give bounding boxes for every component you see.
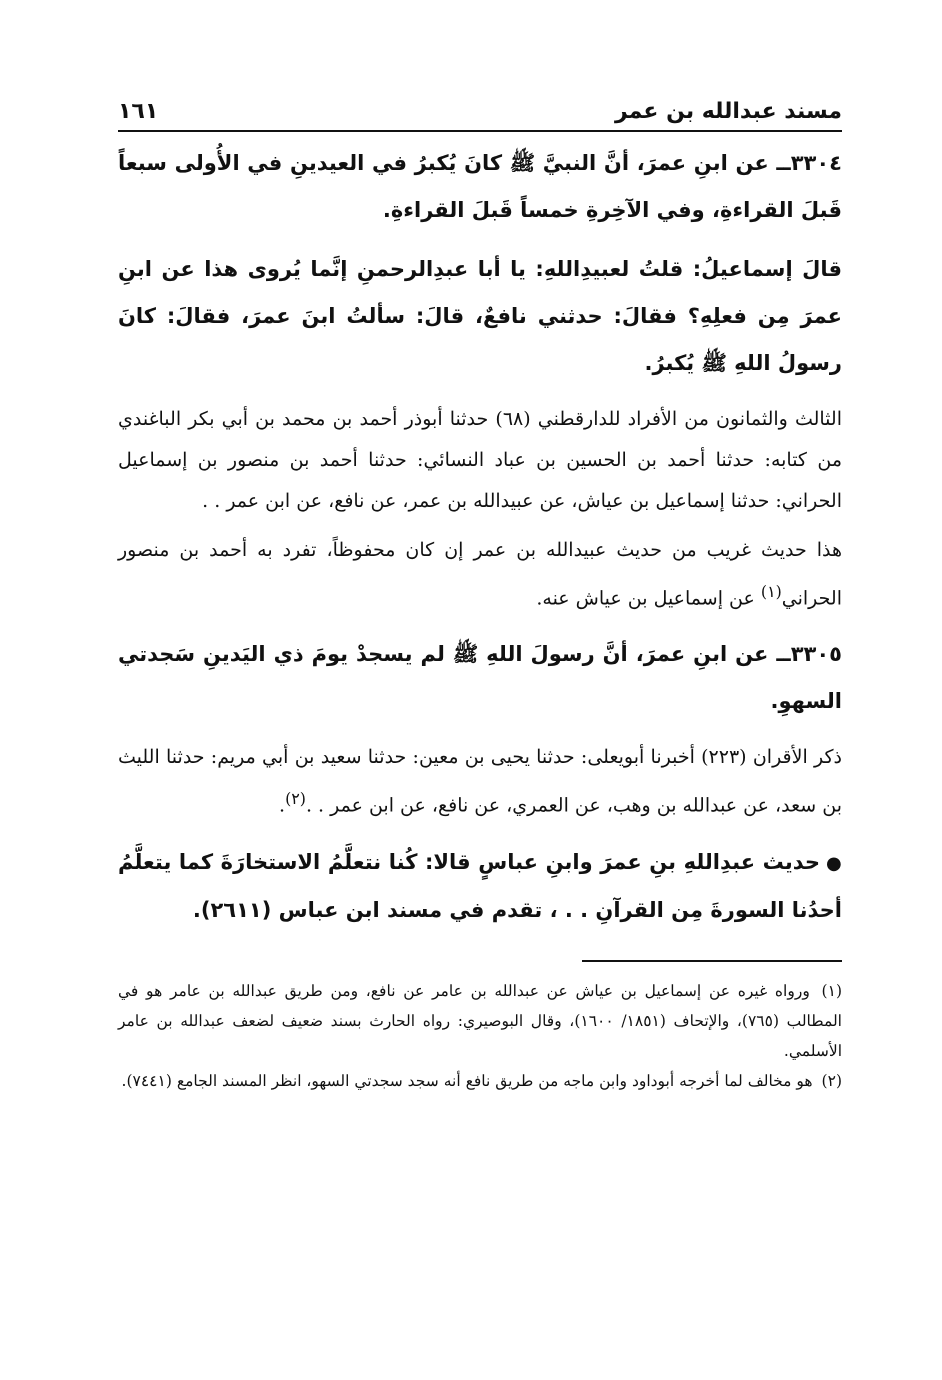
footnote-2 <box>118 1066 842 1096</box>
footnote-separator <box>582 960 842 962</box>
source-daraqutni: الثالث والثمانون من الأفراد للدارقطني (٦٨) حدثنا أبوذر أحمد بن محمد بن أبي بكر الباغندي من كتابه: حدثنا أحمد بن الحسين بن عباد النسائي: حدثنا أحمد بن منصور بن إسماعيل الحراني: حدثنا إسماعيل بن عياش، عن عبيدالله بن عمر، عن نافع، عن ابن عمر . . <box>118 408 842 512</box>
source-aqran-text: ذكر الأقران (٢٢٣) أخبرنا أبويعلى: حدثنا يحيى بن معين: حدثنا سعيد بن أبي مريم: حدثنا الليث بن سعد، عن عبدالله بن وهب، عن العمري، عن نافع، عن ابن عمر . . <box>118 746 843 817</box>
hadith-3304: ٣٣٠٤ــ عن ابنِ عمرَ، أنَّ النبيَّ ﷺ كانَ يُكبرُ في العيدينِ في الأُولى سبعاً قَبلَ القراءةِ، وفي الآخِرةِ خمساً قَبلَ القراءةِ. <box>118 151 842 222</box>
source-comment-text: هذا حديث غريب من حديث عبيدالله بن عمر إن كان محفوظاً، تفرد به أحمد بن منصور الحراني <box>118 539 842 610</box>
footnote-number: (٢) <box>821 1071 842 1090</box>
page-header <box>118 84 842 132</box>
footnote-number: (١) <box>821 981 842 1000</box>
bullet-hadith-text: حديث عبدِاللهِ بنِ عمرَ وابنِ عباسٍ قالا: كُنا نتعلَّمُ الاستخارَةَ كما يتعلَّمُ أحدُنا السورةَ مِن القرآنِ . . ، تقدم في مسند ابن عباس (٢٦١١). <box>118 849 842 922</box>
bullet-hadith <box>118 839 842 934</box>
book-page <box>118 84 842 1096</box>
source-aqran-tail: . <box>279 794 286 817</box>
footnote-ref-2[interactable]: (٢) <box>285 789 306 809</box>
source-comment-tail: عن إسماعيل بن عياش عنه. <box>536 587 761 610</box>
source-aqran <box>118 737 842 826</box>
footnote-1 <box>118 976 842 1066</box>
ismail-statement: قالَ إسماعيلُ: قلتُ لعبيدِاللهِ: يا أبا عبدِالرحمنِ إنَّما يُروى هذا عن ابنِ عمرَ مِن فعلِهِ؟ فقالَ: حدثني نافعٌ، قالَ: سألتُ ابنَ عمرَ، فقالَ: كانَ رسولُ اللهِ ﷺ يُكبرُ. <box>118 257 842 375</box>
bullet-icon: ● <box>826 852 842 874</box>
hadith-3305: ٣٣٠٥ــ عن ابنِ عمرَ، أنَّ رسولَ اللهِ ﷺ لم يسجدْ يومَ ذي اليَدينِ سَجدتي السهوِ. <box>118 642 842 714</box>
page-number: ١٦١ <box>118 99 159 124</box>
footnote-text: ورواه غيره عن إسماعيل بن عياش عن عبدالله بن عامر عن نافع، ومن طريق عبدالله بن عامر هو في المطالب (٧٦٥)، والإتحاف (١٨٥١/ ١٦٠٠)، وقال البوصيري: رواه الحارث بسند ضعيف لضعف عبدالله بن عامر الأسلمي. <box>118 981 842 1060</box>
running-title: مسند عبدالله بن عمر <box>614 99 842 124</box>
footnote-ref-1[interactable]: (١) <box>760 582 782 601</box>
source-comment <box>118 530 842 619</box>
footnote-text: هو مخالف لما أخرجه أبوداود وابن ماجه من طريق نافع أنه سجد سجدتي السهو، انظر المسند الجامع (٧٤٤١). <box>121 1071 813 1090</box>
